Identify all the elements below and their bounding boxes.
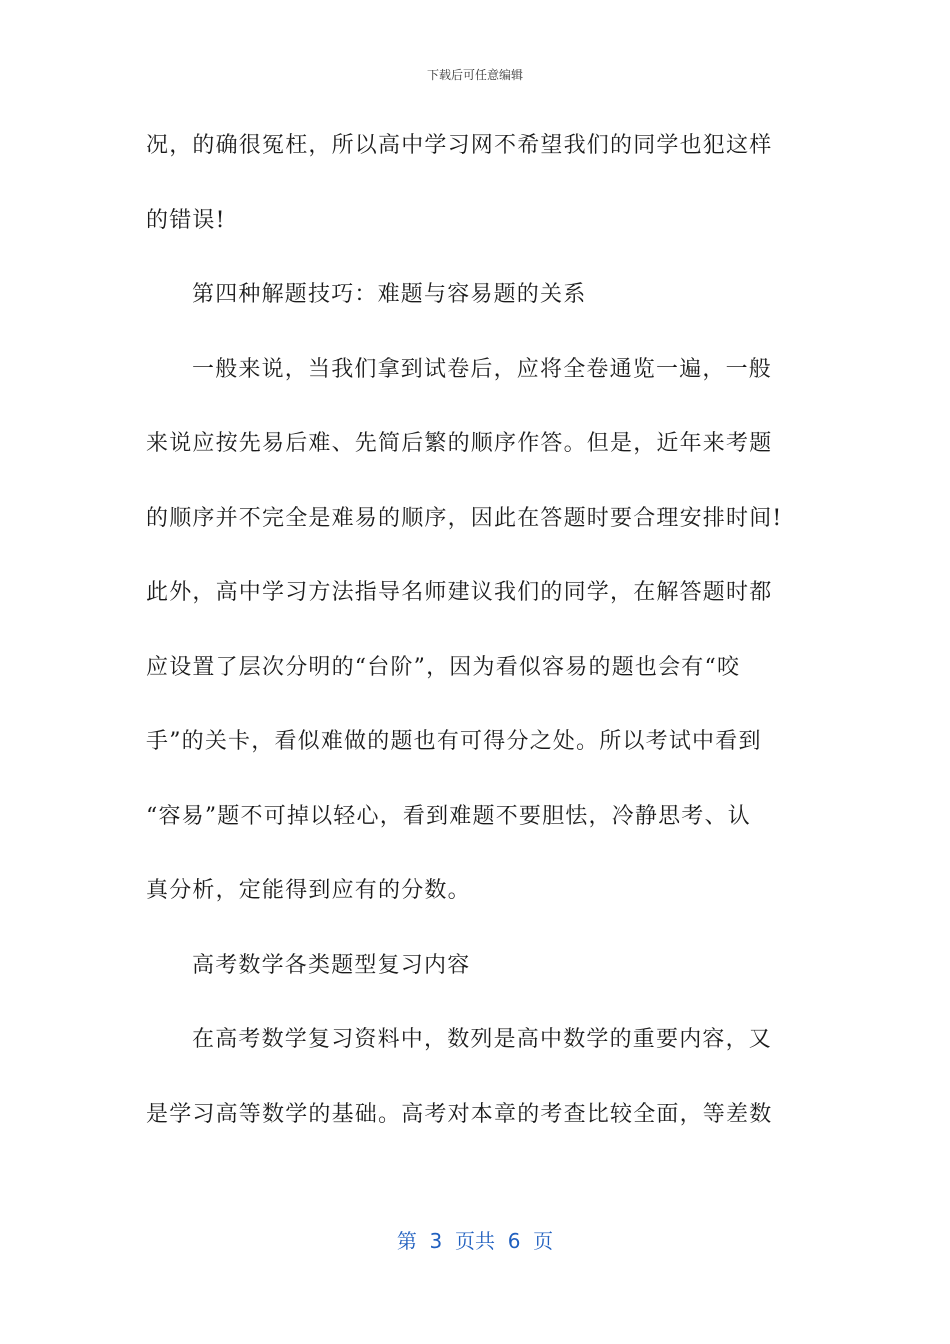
- section-heading-technique-4: 第四种解题技巧：难题与容易题的关系: [192, 282, 587, 307]
- body-line-4: 一般来说，当我们拿到试卷后，应将全卷通览一遍，一般: [192, 356, 773, 382]
- page-number-footer: 第 3 页共 6 页: [396, 1229, 554, 1253]
- body-line-2: 的错误!: [146, 207, 226, 233]
- body-line-7: 此外，高中学习方法指导名师建议我们的同学，在解答题时都: [146, 580, 773, 605]
- section-heading-review: 高考数学各类题型复习内容: [192, 952, 471, 978]
- body-line-1: 况，的确很冤枉，所以高中学习网不希望我们的同学也犯这样: [146, 133, 773, 158]
- body-line-13: 在高考数学复习资料中，数列是高中数学的重要内容，又: [192, 1027, 773, 1052]
- page-header: 下载后可任意编辑: [426, 68, 523, 82]
- body-line-5: 来说应按先易后难、先简后繁的顺序作答。但是，近年来考题: [146, 431, 773, 456]
- body-line-9: 手”的关卡，看似难做的题也有可得分之处。所以考试中看到: [146, 729, 762, 754]
- body-line-6: 的顺序并不完全是难易的顺序，因此在答题时要合理安排时间!: [146, 505, 783, 531]
- body-line-8: 应设置了层次分明的“台阶”，因为看似容易的题也会有“咬: [146, 654, 741, 680]
- document-body: [146, 122, 806, 1165]
- body-line-14: 是学习高等数学的基础。高考对本章的考查比较全面，等差数: [146, 1101, 773, 1127]
- body-line-10: “容易”题不可掉以轻心，看到难题不要胆怯，冷静思考、认: [146, 803, 751, 829]
- body-line-11: 真分析，定能得到应有的分数。: [146, 878, 471, 903]
